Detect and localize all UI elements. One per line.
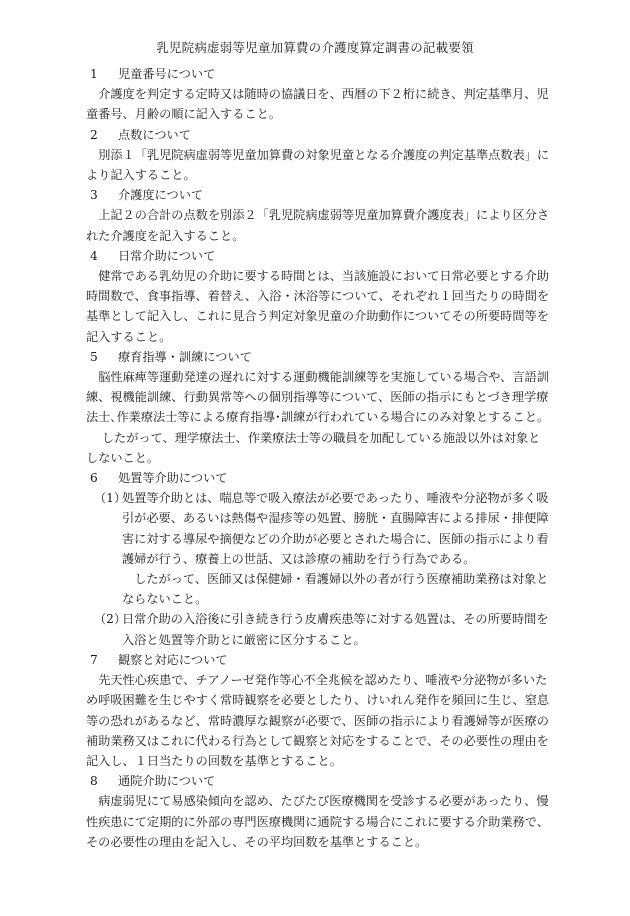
section-paragraph: 先天性心疾患で、チアノーゼ発作等心不全兆候を認めたり、唾液や分泌物が多いため呼吸困難を生じやすく常時観察を必要としたり、けいれん発作を頻回に生じ、窒息等の恐れがあるなど、常時濃厚な観察が必要で、医師の指示により看護婦等が医療の補助業務又はこれに代わる行為として観察と対応をすることで、その必要性の理由を記入し、１日当たりの回数を基準とすること。 <box>86 673 550 768</box>
section-heading <box>86 185 550 205</box>
section-heading <box>86 347 550 367</box>
section-paragraph: 上記２の合計の点数を別添２「乳児院病虚弱等児童加算費介護度表」により区分された介護度を記入すること。 <box>86 208 550 243</box>
section-5 <box>86 347 550 468</box>
item-number: （1） <box>94 491 127 506</box>
section-heading <box>86 650 550 670</box>
section-paragraph: したがって、理学療法士、作業療法士等の職員を加配している施設以外は対象としないこと。 <box>86 430 541 465</box>
section-4 <box>86 246 550 347</box>
item-text: 処置等介助とは、喘息等で吸入療法が必要であったり、唾液や分泌物が多く吸引が必要、あるいは熱傷や湿疹等の処置、膀胱・直腸障害による排尿・排便障害に対する導尿や摘便などの介助が必要とされた場合に、医師の指示により看護婦が行う、療養上の世話、又は診療の補助を行う行為である。 <box>122 491 549 566</box>
item-text: 日常介助の入浴後に引き続き行う皮膚疾患等に対する処置は、その所要時間を入浴と処置等介助とに厳密に区分すること。 <box>122 612 549 647</box>
section-heading <box>86 64 550 84</box>
section-number: 2 <box>90 127 98 142</box>
section-6 <box>86 468 550 650</box>
section-heading <box>86 125 550 145</box>
list-item <box>86 609 550 649</box>
document-body <box>86 64 550 852</box>
section-paragraph: 健常である乳幼児の介助に要する時間とは、当該施設において日常必要とする介助時間数で、食事指導、着替え、入浴・沐浴等について、それぞれ１回当たりの時間を基準として記入し、これに見合う判定対象児童の介助動作についてその所要時間等を記入すること。 <box>86 269 550 344</box>
section-3 <box>86 185 550 246</box>
section-2 <box>86 125 550 186</box>
section-title: 日常介助について <box>118 248 216 263</box>
section-paragraph: 介護度を判定する定時又は随時の協議日を、西暦の下２桁に続き、判定基準月、児童番号、月齢の順に記入すること。 <box>86 87 549 122</box>
section-number: 6 <box>90 471 98 486</box>
section-number: 7 <box>90 652 98 667</box>
section-7 <box>86 650 550 771</box>
section-number: 1 <box>90 67 98 81</box>
section-1 <box>86 64 550 125</box>
list-item <box>86 488 550 569</box>
section-title: 通院介助について <box>118 774 216 789</box>
section-heading <box>86 246 550 266</box>
document-title: 乳児院病虚弱等児童加算費の介護度算定調書の記載要領 <box>156 40 474 55</box>
item-sub-paragraph: したがって、医師又は保健婦・看護婦以外の者が行う医療補助業務は対象とならないこと。 <box>122 572 549 607</box>
section-heading <box>86 771 550 791</box>
section-paragraph: 別添１「乳児院病虚弱等児童加算費の対象児童となる介護度の判定基準点数表」により記入すること。 <box>86 147 550 183</box>
item-number: （2） <box>94 612 127 627</box>
section-title: 児童番号について <box>118 67 216 81</box>
section-title: 介護度について <box>118 188 204 203</box>
section-title: 療育指導・訓練について <box>118 349 252 364</box>
section-number: 3 <box>90 188 98 203</box>
section-title: 点数について <box>118 127 191 142</box>
section-paragraph: 脳性麻痺等運動発達の遅れに対する運動機能訓練等を実施している場合や、言語訓練、視機能訓練、行動異常等への個別指導等について、医師の指示にもとづき理学療法士､作業療法士等による療育指導･訓練が行われている場合にのみ対象とすること。 <box>86 370 550 425</box>
section-number: 8 <box>90 774 98 789</box>
section-paragraph: 病虚弱児にて易感染傾向を認め、たびたび医療機関を受診する必要があったり、慢性疾患にて定期的に外部の専門医療機関に通院する場合にこれに要する介助業務で、その必要性の理由を記入し、その平均回数を基準とすること。 <box>86 794 549 849</box>
section-title: 処置等介助について <box>118 471 228 486</box>
section-title: 観察と対応について <box>118 652 228 667</box>
section-8 <box>86 771 550 852</box>
section-number: 5 <box>90 349 98 364</box>
section-number: 4 <box>90 248 98 263</box>
section-heading <box>86 468 550 488</box>
